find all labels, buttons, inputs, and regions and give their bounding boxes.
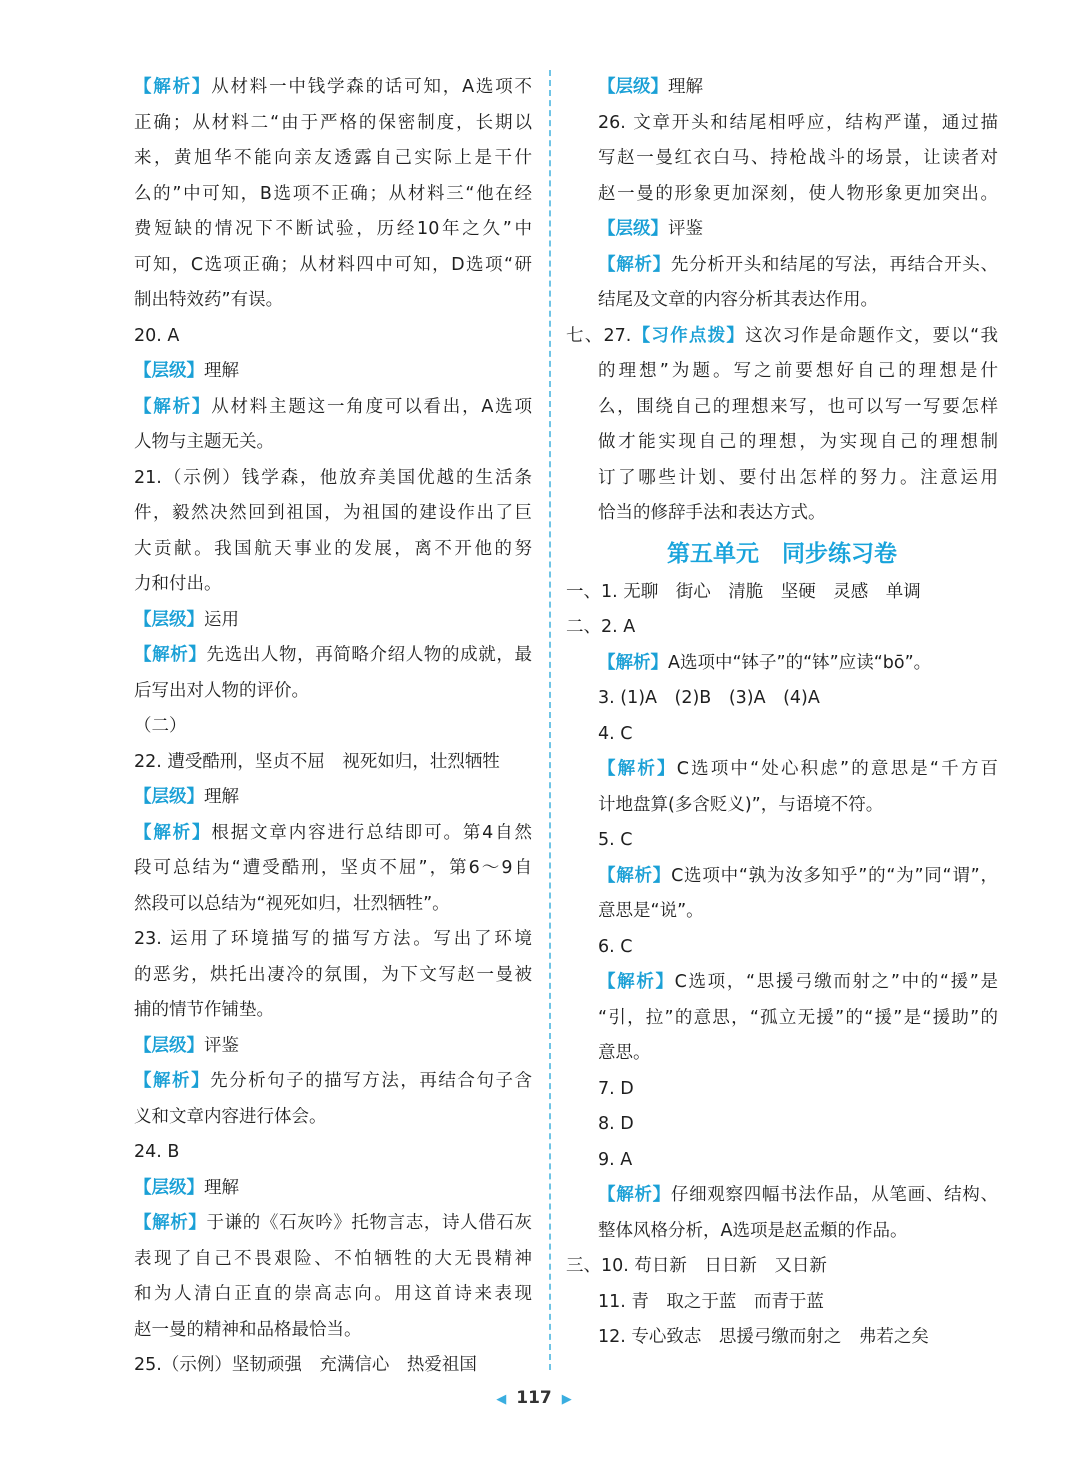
line-text: 25.（示例）坚韧顽强 充满信心 热爱祖国 [134,1355,477,1375]
label-tag: 【解析】 [598,1185,671,1205]
text-line [134,212,532,248]
line-text: 的恶劣，烘托出凄冷的氛围，为下文写赵一曼被 [134,964,532,985]
text-line [566,461,998,497]
text-line [134,816,532,852]
line-text: C选项中“孰为汝多知乎”的“为”同“谓”， [671,865,998,886]
line-text: 于谦的《石灰吟》托物言志，诗人借石灰 [206,1213,532,1233]
label-tag: 【习作点拨】 [631,325,746,346]
line-text: C选项中“处心积虑”的意思是“千方百 [676,759,998,779]
line-text: 理解 [204,787,239,807]
line-text: 从材料主题这一角度可以看出，A选项 [211,396,532,417]
text-line [134,958,532,994]
text-line [566,141,998,177]
line-text: 的理想”为题。写之前要想好自己的理想是什 [598,361,998,381]
label-tag: 【解析】 [134,396,212,417]
left-column [134,70,532,1384]
text-line [134,354,532,390]
text-line [566,575,998,611]
text-line [134,177,532,213]
text-line [134,922,532,958]
line-text: 理解 [204,1177,239,1198]
line-text: 费短缺的情况下不断试验，历经10年之久”中 [134,219,532,239]
line-text: 二、2. A [566,617,636,637]
line-text: 评鉴 [668,219,703,239]
line-text: 4. C [598,723,633,744]
label-tag: 【解析】 [134,1071,211,1091]
text-line [566,319,998,355]
line-text: 计地盘算(多含贬义)”，与语境不符。 [598,794,884,815]
line-text: 大贡献。我国航天事业的发展，离不开他的努 [134,538,532,559]
label-tag: 【解析】 [598,759,677,779]
page-footer [0,1388,1068,1408]
text-line [566,717,998,753]
line-text: 12. 专心致志 思援弓缴而射之 弗若之矣 [598,1327,929,1347]
text-line [134,532,532,568]
text-line [134,745,532,781]
text-line [566,1072,998,1108]
line-text: 力和付出。 [134,574,222,594]
line-text: 24. B [134,1142,180,1162]
text-line [134,887,532,923]
line-text: 赵一曼的精神和品格最恰当。 [134,1319,362,1340]
right-top-block [566,70,998,532]
text-line [566,965,998,1001]
text-line [134,1171,532,1207]
text-line [134,248,532,284]
line-text: 整体风格分析，A选项是赵孟頫的作品。 [598,1220,908,1241]
text-line [566,1143,998,1179]
text-line [134,993,532,1029]
line-text: 来，黄旭华不能向亲友透露自己实际上是干什 [134,148,532,168]
line-text: 7. D [598,1078,634,1099]
text-line [566,788,998,824]
text-line [566,1001,998,1037]
line-text: 6. C [598,936,633,957]
text-line [566,1214,998,1250]
line-text: 这次习作是命题作文，要以“我 [745,325,998,346]
next-arrow-icon: ▶ [561,1392,572,1407]
text-line [134,638,532,674]
prev-arrow-icon: ◀ [496,1392,507,1407]
line-text: 理解 [668,77,703,97]
line-text: 9. A [598,1149,633,1170]
text-line [134,567,532,603]
line-text: 做才能实现自己的理想，为实现自己的理想制 [598,432,998,452]
line-text: 然段可以总结为“视死如归，壮烈牺牲”。 [134,893,450,914]
text-line [566,248,998,284]
line-text: 22. 遭受酷刑，坚贞不屈 视死如归，壮烈牺牲 [134,751,500,772]
text-line [134,283,532,319]
label-tag: 【解析】 [598,972,675,992]
line-text: 订了哪些计划、要付出怎样的努力。注意运用 [598,467,998,488]
label-tag: 【层级】 [134,609,204,630]
text-line [566,354,998,390]
text-line [566,390,998,426]
line-text: 26. 文章开头和结尾相呼应，结构严谨，通过描 [598,112,998,133]
line-text: 仔细观察四幅书法作品，从笔画、结构、 [670,1185,998,1205]
line-text: 么，围绕自己的理想来写，也可以写一写要怎样 [598,396,998,417]
text-line [566,212,998,248]
label-tag: 【层级】 [134,1035,204,1056]
text-line [134,1206,532,1242]
line-text: 先选出人物，再简略介绍人物的成就，最 [206,645,532,665]
text-line [566,752,998,788]
text-line [566,177,998,213]
line-text: 和为人清白正直的崇高志向。用这首诗来表现 [134,1284,532,1304]
text-line [134,1135,532,1171]
text-line [134,461,532,497]
label-tag: 【解析】 [134,822,212,843]
label-tag: 【层级】 [598,77,668,97]
line-text: 写赵一曼红衣白马、持枪战斗的场景，让读者对 [598,148,998,168]
label-tag: 【解析】 [134,77,212,97]
label-tag: 【解析】 [598,254,671,275]
label-tag: 【解析】 [598,865,672,886]
line-text: 件，毅然决然回到祖国，为祖国的建设作出了巨 [134,503,532,523]
line-text: （二） [134,716,187,736]
text-line [566,610,998,646]
label-tag: 【层级】 [134,1177,204,1198]
text-line [566,70,998,106]
label-tag: 【解析】 [134,645,207,665]
text-line [566,1107,998,1143]
line-text: 捕的情节作铺垫。 [134,1000,274,1020]
text-line [134,674,532,710]
line-text: A选项中“钵子”的“钵”应读“bō”。 [668,652,932,673]
right-bottom-block [566,575,998,1356]
text-line [134,141,532,177]
text-line [566,1285,998,1321]
line-text: 意思。 [598,1043,651,1063]
line-text: 一、1. 无聊 街心 清脆 坚硬 灵感 单调 [566,581,921,602]
line-text: 三、10. 苟日新 日日新 又日新 [566,1256,827,1276]
line-text: 11. 青 取之于蓝 而青于蓝 [598,1291,824,1312]
text-line [134,1029,532,1065]
line-text: 表现了自己不畏艰险、不怕牺牲的大无畏精神 [134,1248,532,1269]
text-line [566,646,998,682]
text-line [134,106,532,142]
line-text: 23. 运用了环境描写的描写方法。写出了环境 [134,929,532,949]
text-line [566,930,998,966]
line-text: 人物与主题无关。 [134,432,274,452]
line-text: 段可总结为“遭受酷刑，坚贞不屈”，第6～9自 [134,858,532,878]
text-line [134,1348,532,1384]
text-line [134,425,532,461]
line-text: “引，拉”的意思，“孤立无援”的“援”是“援助”的 [598,1007,998,1028]
label-tag: 【层级】 [134,361,204,381]
text-line [134,319,532,355]
line-text: 制出特效药”有误。 [134,290,284,310]
line-text: 20. A [134,325,180,346]
column-divider [549,70,551,1370]
text-line [566,823,998,859]
text-line [134,70,532,106]
item-prefix: 七、27. [566,325,632,346]
line-text: 运用 [204,609,239,630]
text-line [134,709,532,745]
line-text: 根据文章内容进行总结即可。第4自然 [211,822,532,843]
text-line [566,859,998,895]
text-line [134,603,532,639]
page-number: 117 [516,1388,552,1408]
text-line [566,283,998,319]
line-text: 后写出对人物的评价。 [134,680,309,701]
text-line [566,1320,998,1356]
text-line [566,1249,998,1285]
line-text: 恰当的修辞手法和表达方式。 [598,503,826,523]
line-text: 正确；从材料二“由于严格的保密制度，长期以 [134,112,532,133]
right-column [566,70,998,1356]
line-text: 3. (1)A (2)B (3)A (4)A [598,688,820,708]
text-line [566,425,998,461]
label-tag: 【解析】 [134,1213,207,1233]
text-line [566,106,998,142]
line-text: 评鉴 [204,1035,239,1056]
line-text: 义和文章内容进行体会。 [134,1106,327,1127]
text-line [134,1064,532,1100]
section-title: 第五单元 同步练习卷 [667,540,897,567]
label-tag: 【层级】 [134,787,204,807]
line-text: 理解 [204,361,239,381]
line-text: 可知，C选项正确；从材料四中可知，D选项“研 [134,254,532,275]
text-line [134,1100,532,1136]
label-tag: 【层级】 [598,219,668,239]
line-text: 赵一曼的形象更加深刻，使人物形象更加突出。 [598,183,998,204]
label-tag: 【解析】 [598,652,668,673]
line-text: 8. D [598,1114,634,1134]
text-line [134,496,532,532]
line-text: 5. C [598,830,633,850]
text-line [134,851,532,887]
line-text: 意思是“说”。 [598,901,704,921]
line-text: C选项，“思援弓缴而射之”中的“援”是 [674,972,998,992]
text-line [134,1313,532,1349]
text-line [566,496,998,532]
line-text: 先分析句子的描写方法，再结合句子含 [210,1071,532,1091]
text-line [566,894,998,930]
line-text: 21.（示例）钱学森，他放弃美国优越的生活条 [134,467,532,488]
text-line [566,1036,998,1072]
text-line [134,780,532,816]
text-line [134,1277,532,1313]
text-line [134,390,532,426]
line-text: 先分析开头和结尾的写法，再结合开头、 [670,254,998,275]
text-line [566,1178,998,1214]
line-text: 结尾及文章的内容分析其表达作用。 [598,290,878,310]
text-line [566,681,998,717]
line-text: 么的”中可知，B选项不正确；从材料三“他在经 [134,183,532,204]
line-text: 从材料一中钱学森的话可知，A选项不 [211,77,532,97]
text-line [134,1242,532,1278]
